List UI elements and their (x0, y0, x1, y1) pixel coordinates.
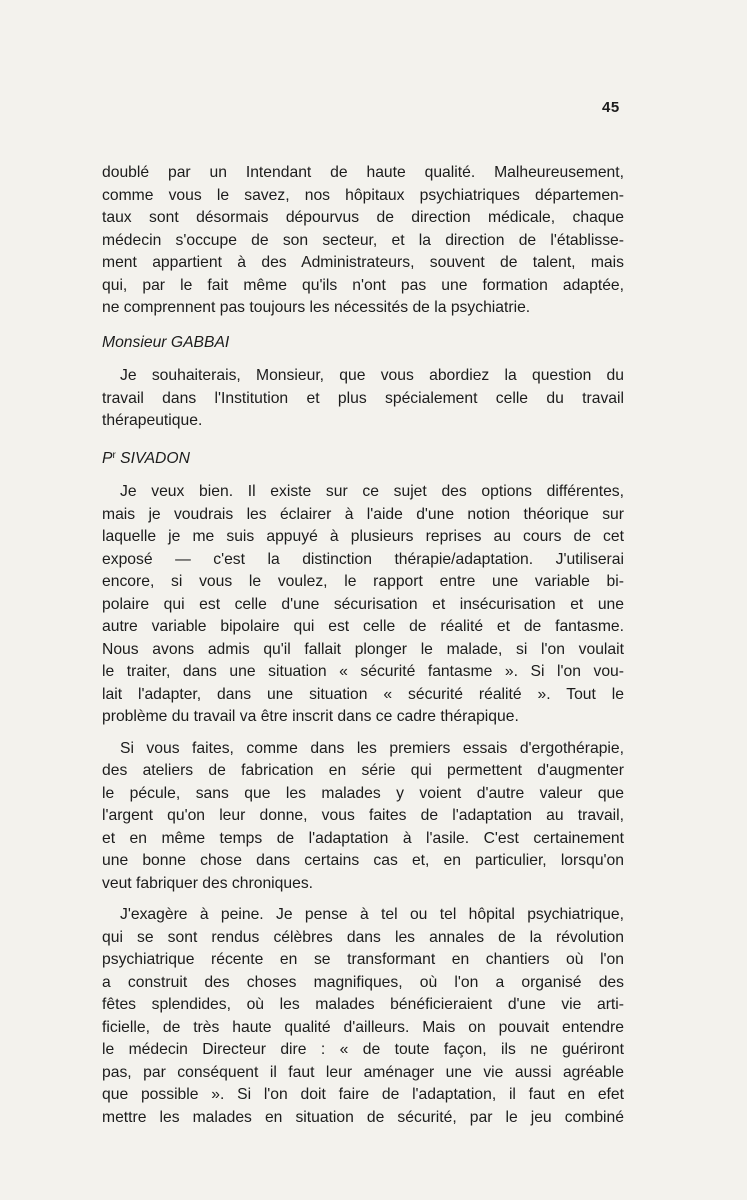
text-line: le médecin Directeur dire : « de toute façon, ils ne guériront (102, 1041, 624, 1058)
text-line: autre variable bipolaire qui est celle de réalité et de fantasme. (102, 618, 624, 635)
text-line: Si vous faites, comme dans les premiers essais d'ergothérapie, (120, 739, 624, 757)
text-line: ne comprennent pas toujours les nécessités de la psychiatrie. (102, 299, 531, 316)
speaker-title-superscript: r (112, 449, 116, 461)
text-line: polaire qui est celle d'une sécurisation et insécurisation et une (102, 595, 624, 613)
text-line: problème du travail va être inscrit dans ce cadre thérapique. (102, 708, 519, 725)
text-line: Je souhaiterais, Monsieur, que vous abordiez la question du (120, 367, 624, 384)
text-line: travail dans l'Institution et plus spécialement celle du travail (102, 389, 624, 407)
text-line: ment appartient à des Administrateurs, souvent de talent, mais (102, 254, 624, 271)
text-line: taux sont désormais dépourvus de direction médicale, chaque (102, 209, 624, 226)
text-line: le traiter, dans une situation « sécurité fantasme ». Si l'on vou- (102, 663, 624, 680)
text-line: une bonne chose dans certains cas et, en particulier, lorsqu'on (102, 852, 624, 869)
page-number: 45 (602, 99, 620, 116)
text-line: laquelle je me suis appuyé à plusieurs reprises au cours de cet (102, 528, 624, 545)
text-line: Nous avons admis qu'il fallait plonger le malade, si l'on voulait (102, 640, 624, 658)
text-line: comme vous le savez, nos hôpitaux psychiatriques départemen- (102, 186, 624, 204)
speaker-sivadon (102, 445, 624, 471)
text-line: mais je voudrais les éclairer à l'aide d'une notion théorique sur (102, 505, 624, 523)
text-line: que possible ». Si l'on doit faire de l'adaptation, il faut en efet (102, 1086, 624, 1103)
text-line: mettre les malades en situation de sécurité, par le jeu combiné (102, 1108, 624, 1126)
text-line: qui se sont rendus célèbres dans les annales de la révolution (102, 928, 624, 946)
text-line: l'argent qu'on leur donne, vous faites de l'adaptation au travail, (102, 807, 624, 824)
text-line: ficielle, de très haute qualité d'ailleurs. Mais on pouvait entendre (102, 1018, 624, 1036)
paragraph-hopital-psychiatrique (102, 904, 624, 1129)
text-line: psychiatrique récente en se transformant en chantiers où l'on (102, 951, 624, 968)
text-line: exposé — c'est la distinction thérapie/adaptation. J'utiliserai (102, 550, 624, 568)
text-line: le pécule, sans que les malades y voient d'autre valeur que (102, 784, 624, 802)
text-line: fêtes splendides, où les malades bénéficieraient d'une vie arti- (102, 996, 624, 1013)
paragraph-intendant (102, 162, 624, 320)
text-line: pas, par conséquent il faut leur aménager une vie aussi agréable (102, 1063, 624, 1081)
text-line: lait l'adapter, dans une situation « sécurité réalité ». Tout le (102, 685, 624, 703)
text-line: J'exagère à peine. Je pense à tel ou tel hôpital psychiatrique, (120, 906, 624, 923)
text-line: des ateliers de fabrication en série qui permettent d'augmenter (102, 762, 624, 779)
text-line: qui, par le fait même qu'ils n'ont pas une formation adaptée, (102, 276, 624, 294)
paragraph-ergotherapie (102, 738, 624, 896)
paragraph-spacer (102, 895, 624, 904)
paragraph-spacer (102, 729, 624, 738)
text-line: médecin s'occupe de son secteur, et la direction de l'établisse- (102, 231, 624, 249)
paragraph-question-travail (102, 365, 624, 433)
text-line: veut fabriquer des chroniques. (102, 874, 314, 892)
paragraph-therapie-adaptation (102, 481, 624, 729)
text-line: thérapeutique. (102, 412, 203, 429)
text-line: encore, si vous le voulez, le rapport entre une variable bi- (102, 573, 624, 590)
text-line: doublé par un Intendant de haute qualité. Malheureusement, (102, 164, 624, 181)
page-body (102, 162, 624, 1129)
speaker-title: P (102, 449, 113, 467)
text-line: et en même temps de l'adaptation à l'asile. C'est certainement (102, 829, 624, 847)
text-line: Je veux bien. Il existe sur ce sujet des options différentes, (120, 483, 624, 500)
speaker-name: SIVADON (120, 449, 190, 467)
speaker-gabbai: Monsieur GABBAI (102, 333, 230, 351)
text-line: a construit des choses magnifiques, où l'on a organisé des (102, 973, 624, 991)
